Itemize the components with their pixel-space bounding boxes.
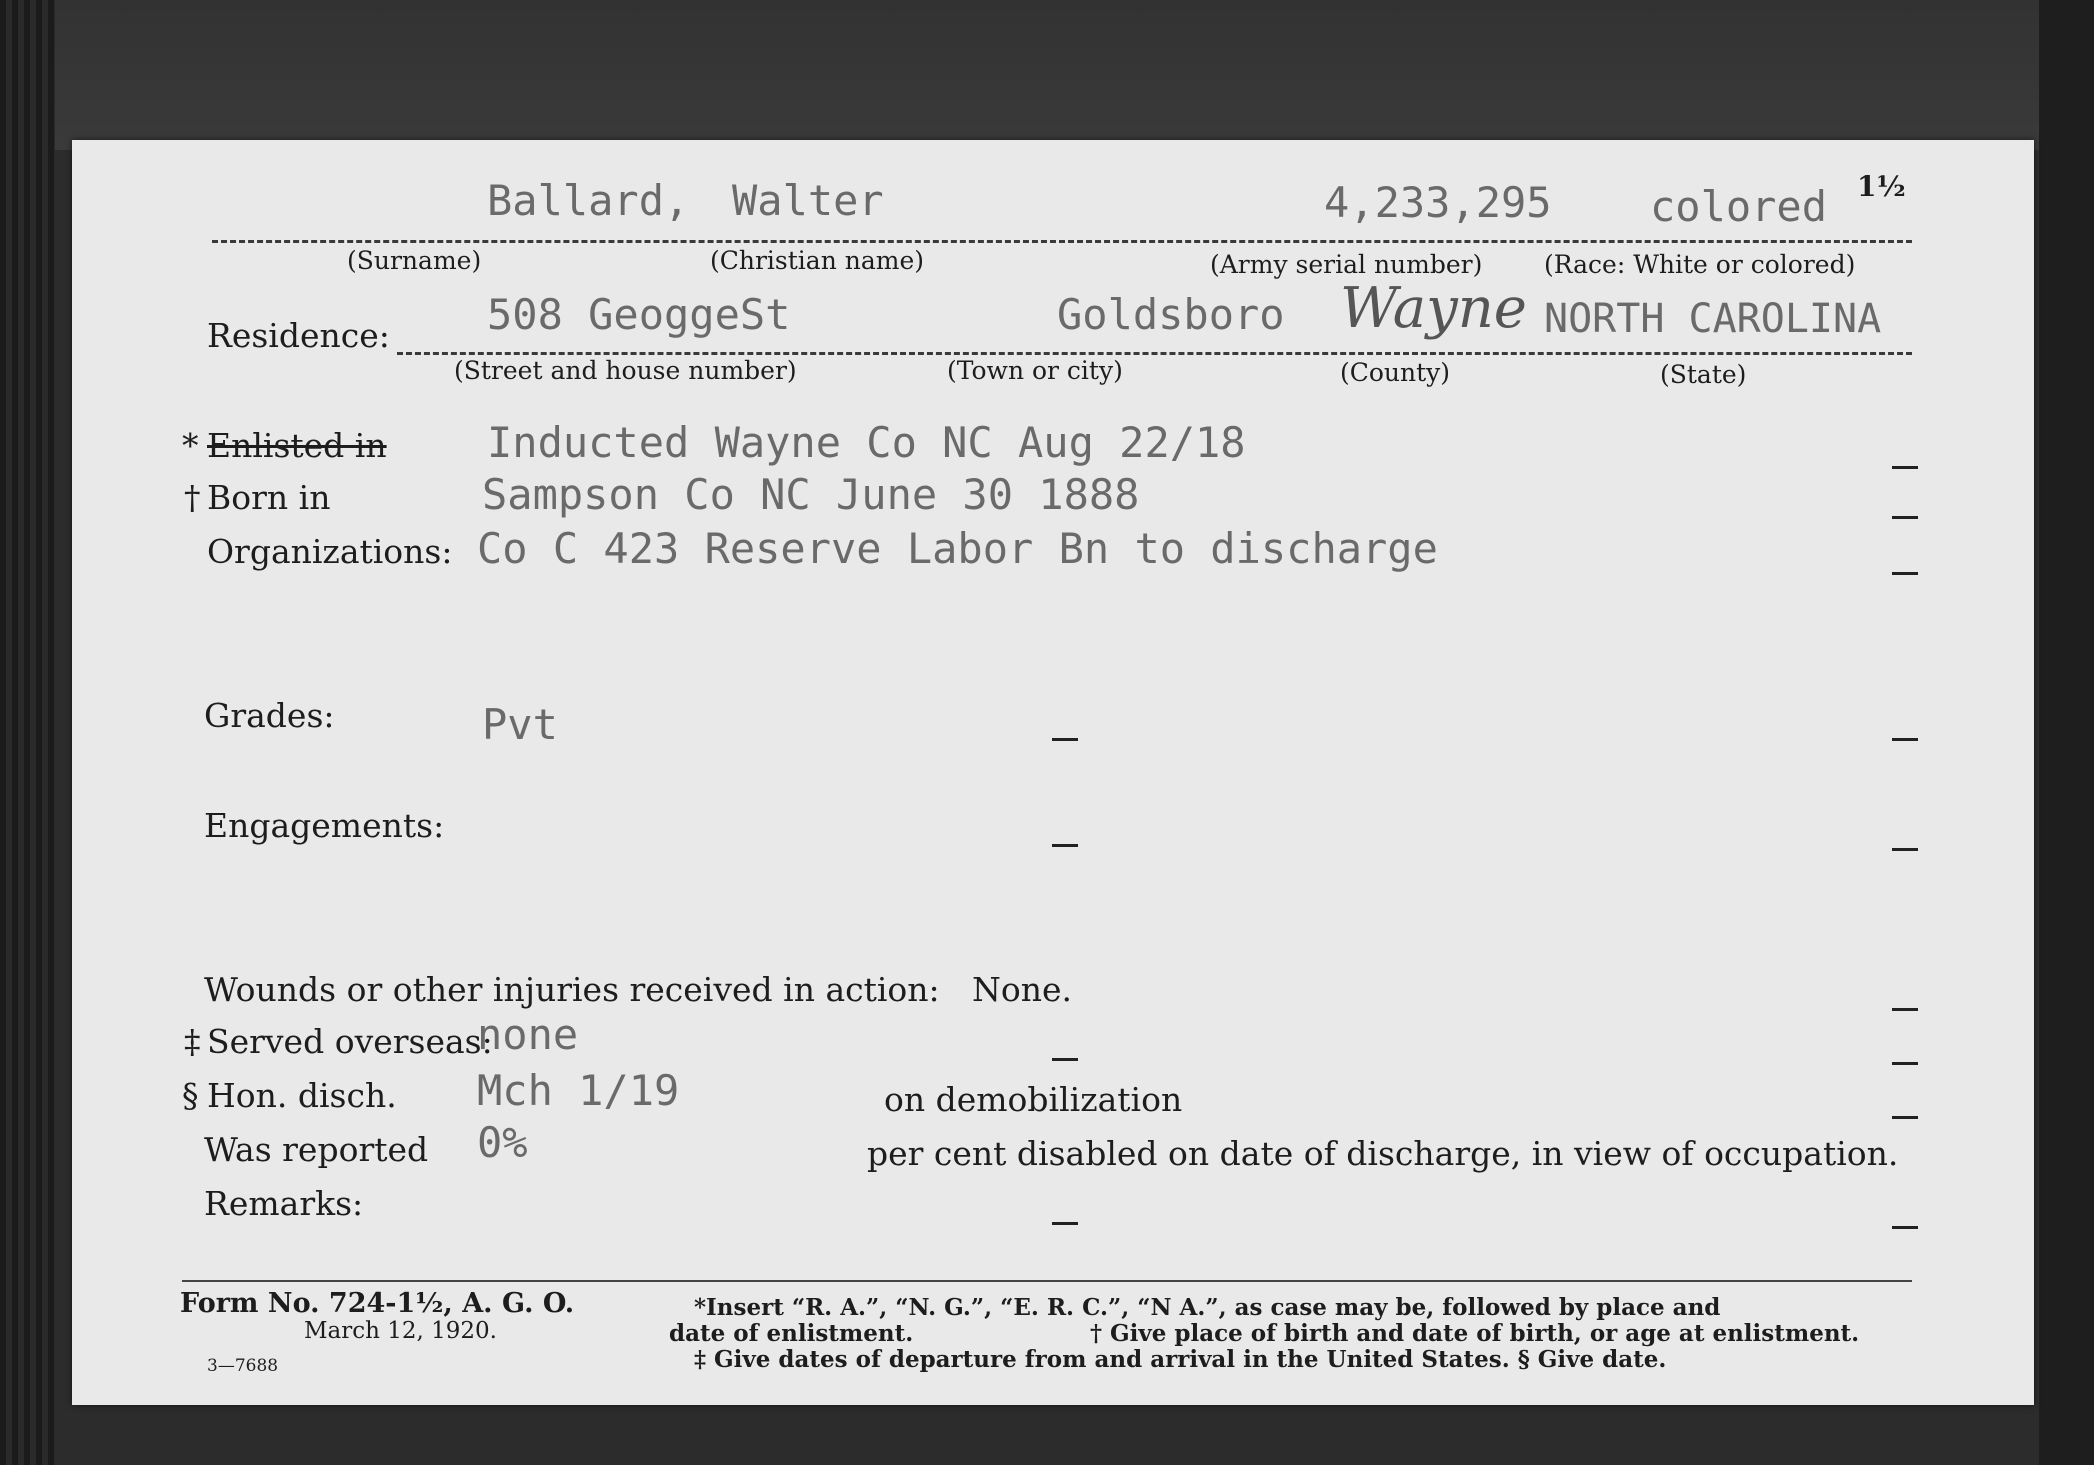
overseas-mark: ‡	[184, 1022, 201, 1061]
grades-mid-dash	[1052, 738, 1078, 741]
town-value: Goldsboro	[1057, 290, 1285, 339]
born-value: Sampson Co NC June 30 1888	[482, 470, 1140, 519]
card-fraction: 1½	[1857, 170, 1906, 203]
disch-label: Hon. disch.	[207, 1076, 397, 1115]
engagements-label: Engagements:	[204, 806, 445, 845]
overseas-value: none	[477, 1010, 579, 1059]
overseas-mid-dash	[1052, 1058, 1078, 1061]
residence-label: Residence:	[207, 316, 390, 355]
race-label: (Race: White or colored)	[1544, 250, 1856, 279]
service-record-card	[72, 140, 2034, 1405]
form-number: Form No. 724-1½, A. G. O.	[180, 1288, 575, 1319]
christian-name-value: Walter	[732, 176, 884, 225]
born-dash	[1892, 516, 1918, 519]
grades-label: Grades:	[204, 696, 335, 735]
street-value: 508 GeoggeSt	[487, 290, 791, 339]
wounds-value: None.	[972, 970, 1073, 1009]
serial-number-label: (Army serial number)	[1210, 250, 1483, 279]
disch-value: Mch 1/19	[477, 1066, 680, 1115]
disch-dash	[1892, 1116, 1918, 1119]
enlisted-mark: *	[182, 426, 199, 465]
footnote-overseas: ‡ Give dates of departure from and arrival in the United States. § Give date.	[694, 1346, 1667, 1373]
street-label: (Street and house number)	[454, 356, 797, 385]
wounds-dash	[1892, 1008, 1918, 1011]
county-label: (County)	[1340, 358, 1451, 387]
engagements-dash	[1892, 848, 1918, 851]
remarks-label: Remarks:	[204, 1184, 364, 1223]
scanner-backdrop	[0, 0, 2094, 150]
footnote-birth: † Give place of birth and date of birth, or age at enlistment.	[1090, 1320, 1860, 1347]
enlisted-label: Enlisted in	[207, 426, 387, 465]
town-label: (Town or city)	[947, 356, 1123, 385]
left-binding-strip	[0, 0, 55, 1465]
overseas-label: Served overseas:	[207, 1022, 493, 1061]
surname-value: Ballard,	[487, 176, 690, 225]
residence-rule	[397, 352, 1912, 355]
right-edge-strip	[2039, 0, 2094, 1465]
grades-dash	[1892, 738, 1918, 741]
reported-suffix: per cent disabled on date of discharge, in view of occupation.	[867, 1134, 1899, 1173]
disch-mark: §	[182, 1076, 199, 1115]
organizations-value: Co C 423 Reserve Labor Bn to discharge	[477, 524, 1438, 573]
engagements-mid-dash	[1052, 844, 1078, 847]
header-rule	[212, 240, 1912, 243]
form-date: March 12, 1920.	[304, 1318, 497, 1344]
enlisted-value: Inducted Wayne Co NC Aug 22/18	[487, 418, 1246, 467]
state-label: (State)	[1660, 360, 1747, 389]
organizations-label: Organizations:	[207, 532, 453, 571]
christian-name-label: (Christian name)	[710, 246, 925, 275]
disch-reason: on demobilization	[884, 1080, 1183, 1119]
reported-value: 0%	[477, 1118, 528, 1167]
county-handwritten-value: Wayne	[1340, 276, 1527, 341]
reported-label: Was reported	[204, 1130, 429, 1169]
born-mark: †	[184, 478, 201, 517]
grades-value: Pvt	[482, 700, 558, 749]
organizations-dash	[1892, 572, 1918, 575]
surname-label: (Surname)	[347, 246, 482, 275]
footnote-enlistment: date of enlistment.	[669, 1320, 914, 1347]
remarks-mid-dash	[1052, 1222, 1078, 1225]
remarks-dash	[1892, 1226, 1918, 1229]
footer-rule	[182, 1280, 1912, 1282]
overseas-dash	[1892, 1062, 1918, 1065]
enlisted-dash	[1892, 466, 1918, 469]
serial-number-value: 4,233,295	[1324, 178, 1552, 227]
born-label: Born in	[207, 478, 331, 517]
footnote-insert: *Insert “R. A.”, “N. G.”, “E. R. C.”, “N A.”, as case may be, followed by place and	[694, 1294, 1721, 1321]
race-value: colored	[1650, 182, 1828, 231]
wounds-label: Wounds or other injuries received in action:	[204, 970, 940, 1009]
print-number: 3—7688	[207, 1356, 279, 1376]
state-value: NORTH CAROLINA	[1544, 296, 1882, 342]
